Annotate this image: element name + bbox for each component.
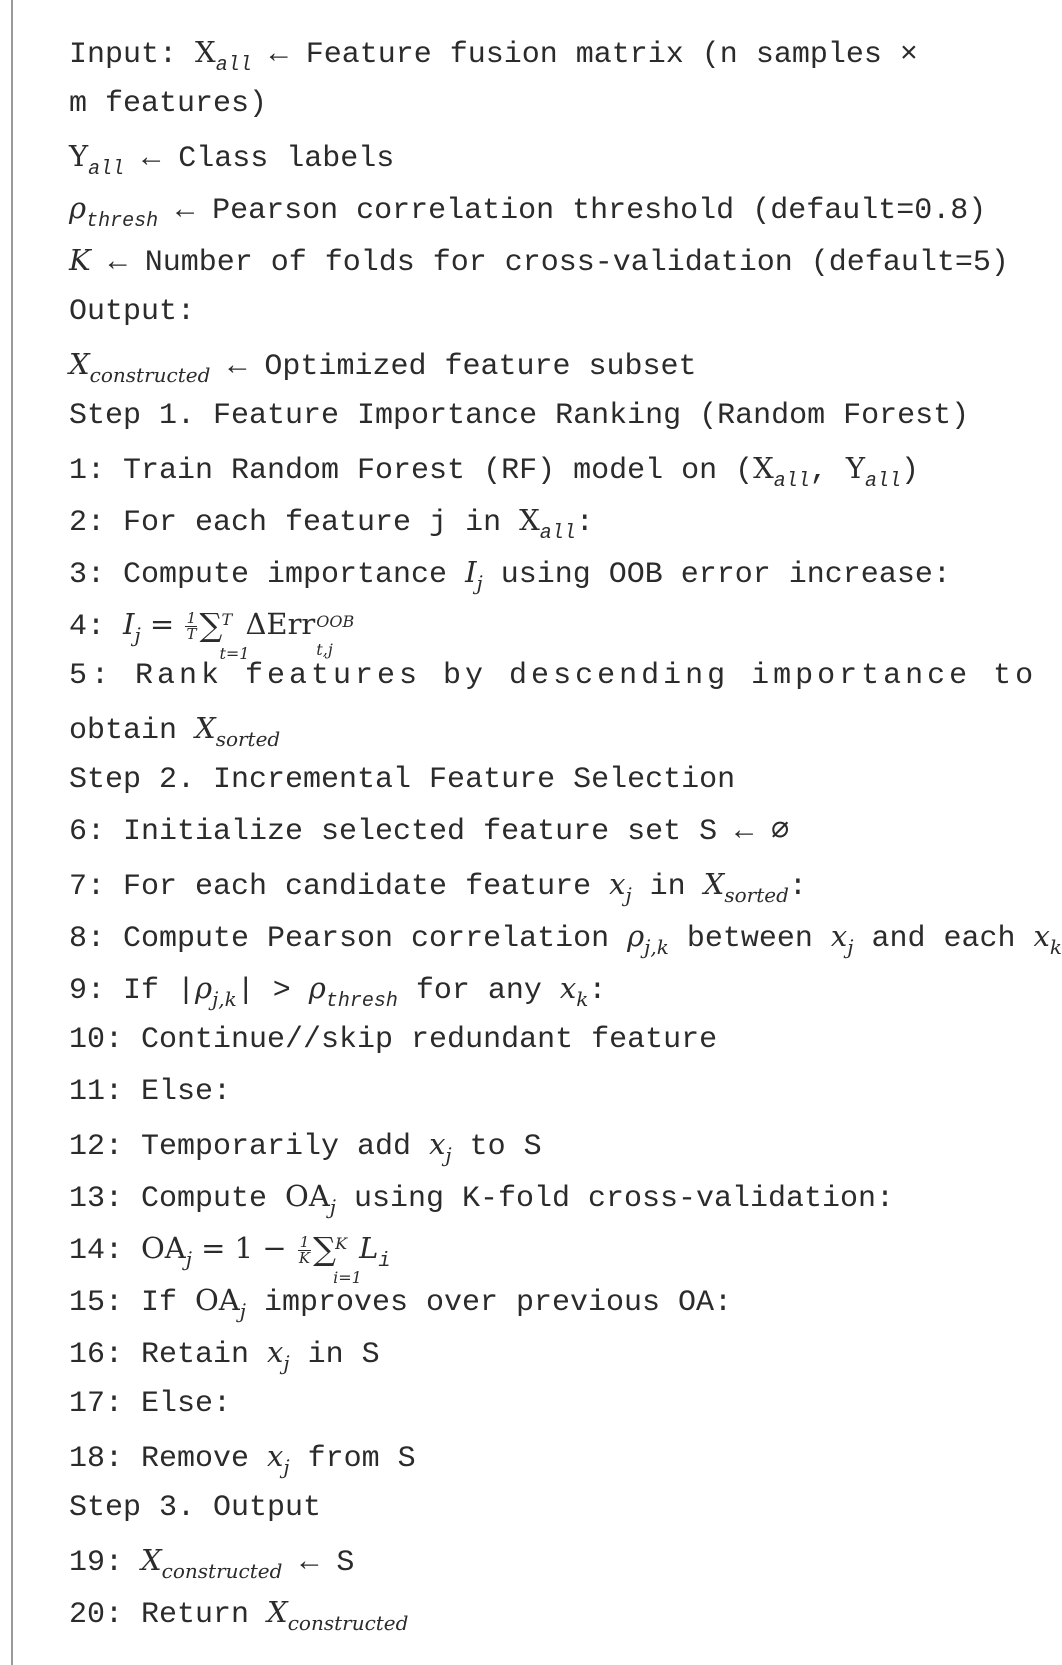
- x-symbol: X: [753, 451, 774, 485]
- sum-lower: t=1: [219, 644, 250, 664]
- sub-constructed: constructed: [287, 1611, 409, 1635]
- comma: ,: [809, 454, 846, 488]
- line-2-text: 2: For each feature j in: [69, 506, 520, 540]
- x-symbol: X: [195, 711, 216, 745]
- line-6: [69, 806, 1014, 858]
- x-symbol: X: [141, 1543, 162, 1577]
- line-7-text-a: 7: For each candidate feature: [69, 870, 610, 904]
- line-18-text-b: from S: [289, 1442, 416, 1476]
- colon: :: [588, 974, 607, 1008]
- frac-den: T: [186, 624, 197, 643]
- l-symbol: L: [359, 1231, 379, 1265]
- line-12-text-b: to S: [451, 1130, 542, 1164]
- input-line: [69, 26, 1014, 78]
- rho-symbol: ρ: [627, 919, 645, 953]
- input-label: Input:: [69, 38, 178, 72]
- line-20-text: 20: Return: [69, 1598, 268, 1632]
- line-3: [69, 546, 1014, 598]
- sub-j: j: [445, 1143, 452, 1167]
- line-3-text-b: using OOB error increase:: [482, 558, 951, 592]
- sum-lower: i=1: [333, 1268, 362, 1288]
- y-symbol: Y: [845, 451, 865, 485]
- frac-num: 1: [186, 608, 197, 627]
- line-14-number: 14:: [69, 1234, 142, 1268]
- sub-j: j: [283, 1351, 290, 1375]
- step3-heading: [69, 1482, 1014, 1534]
- line-18: [69, 1430, 1014, 1482]
- one-minus: = 1 −: [191, 1231, 296, 1265]
- sub-j: j: [329, 1195, 336, 1219]
- sub-j: j: [625, 883, 632, 907]
- line-10-text: 10: Continue//skip redundant feature: [69, 1023, 718, 1057]
- fraction-1-over-K: [298, 1232, 311, 1267]
- i-symbol: I: [123, 607, 135, 641]
- line-16: [69, 1326, 1014, 1378]
- line-4-formula: [69, 598, 1014, 664]
- equals: =: [140, 607, 184, 641]
- line-3-text-a: 3: Compute importance: [69, 558, 466, 592]
- sum-upper: K: [335, 1234, 348, 1254]
- step1-text: Step 1. Feature Importance Ranking (Random Forest): [69, 399, 970, 433]
- i-symbol: I: [465, 555, 477, 589]
- sub-all: all: [88, 158, 125, 181]
- line-5-text-b: obtain: [69, 714, 196, 748]
- line-12: [69, 1118, 1014, 1170]
- sum-upper: T: [221, 610, 233, 630]
- colon: :: [788, 870, 807, 904]
- y-desc: ← Class labels: [142, 142, 395, 176]
- step1-heading: [69, 390, 1014, 442]
- x-lower-symbol: x: [830, 919, 848, 953]
- line-1: [69, 442, 1014, 494]
- k-symbol: K: [69, 243, 91, 277]
- line-17-text: 17: Else:: [69, 1387, 232, 1421]
- colon: :: [575, 506, 594, 540]
- line-5-text: 5: Rank features by descending importance to: [69, 659, 1038, 693]
- input-desc-2: m features): [69, 87, 268, 121]
- x-lower-symbol: x: [429, 1127, 446, 1161]
- line-17: [69, 1378, 1014, 1430]
- delta-err: ΔErr: [245, 607, 316, 641]
- sub-jk: j,k: [644, 935, 669, 959]
- line-8: [69, 910, 1062, 962]
- line-2: [69, 494, 1014, 546]
- input-desc: ← Feature fusion matrix (n samples ×: [269, 38, 918, 72]
- line-15: [69, 1274, 1014, 1326]
- sub-j: j: [134, 623, 141, 647]
- line-5: [69, 650, 1038, 702]
- rho-symbol: ρ: [69, 191, 87, 225]
- line-15-text-a: 15: If: [69, 1286, 196, 1320]
- sub-sorted: sorted: [215, 727, 281, 751]
- oa-symbol: OA: [141, 1231, 186, 1265]
- output-line: [69, 286, 1014, 338]
- y-line: [69, 130, 1014, 182]
- output-def-line: [69, 338, 1014, 390]
- rho-desc: ← Pearson correlation threshold (default=0.8): [176, 194, 987, 228]
- rho-line: [69, 182, 1014, 234]
- line-12-text-a: 12: Temporarily add: [69, 1130, 430, 1164]
- line-11: [69, 1066, 1014, 1118]
- x-lower-symbol: x: [267, 1335, 284, 1369]
- sub-all: all: [215, 54, 252, 77]
- line-16-text-a: 16: Retain: [69, 1338, 268, 1372]
- sub-k: k: [576, 987, 589, 1011]
- sigma-glyph: ∑: [313, 1230, 336, 1269]
- sub-constructed: constructed: [161, 1559, 283, 1583]
- line-1-text: 1: Train Random Forest (RF) model on (: [69, 454, 754, 488]
- oa-symbol: OA: [285, 1179, 330, 1213]
- line-15-text-b: improves over previous OA:: [245, 1286, 733, 1320]
- sub-all: all: [773, 470, 810, 493]
- sub-j: j: [847, 935, 854, 959]
- x-lower-symbol: x: [609, 867, 626, 901]
- step2-heading: [69, 754, 1014, 806]
- oa-symbol: OA: [195, 1283, 240, 1317]
- close-paren: ): [900, 454, 919, 488]
- line-7: [69, 858, 1014, 910]
- fraction-1-over-T: [185, 608, 197, 643]
- input-line-2: [69, 78, 1014, 130]
- x-lower-symbol: x: [559, 971, 577, 1005]
- x-lower-symbol: x: [267, 1439, 284, 1473]
- sub-sorted: sorted: [724, 883, 789, 907]
- x-symbol: X: [267, 1595, 288, 1629]
- line-20: [69, 1586, 1014, 1638]
- line-13: [69, 1170, 1014, 1222]
- sub-all: all: [539, 522, 576, 545]
- sub-thresh: thresh: [86, 210, 159, 233]
- rho-symbol: ρ: [308, 971, 326, 1005]
- line-14-formula: [69, 1222, 1014, 1288]
- step2-text: Step 2. Incremental Feature Selection: [69, 763, 736, 797]
- sub-jk: j,k: [212, 987, 237, 1011]
- sub-j: j: [283, 1455, 290, 1479]
- line-18-text-a: 18: Remove: [69, 1442, 268, 1476]
- sub-constructed: constructed: [89, 363, 211, 387]
- sum-operator: [199, 606, 250, 664]
- sigma-glyph: ∑: [199, 606, 223, 645]
- y-symbol: Y: [69, 139, 89, 173]
- rho-symbol: ρ: [195, 971, 213, 1005]
- output-label: Output:: [69, 295, 196, 329]
- sum-operator: [313, 1230, 362, 1288]
- line-13-text-a: 13: Compute: [69, 1182, 286, 1216]
- line-8-text-b: between: [668, 922, 831, 956]
- x-symbol: X: [703, 867, 725, 901]
- sub-all: all: [864, 470, 901, 493]
- x-symbol: X: [195, 35, 216, 69]
- x-symbol: X: [519, 503, 540, 537]
- line-11-text: 11: Else:: [69, 1075, 232, 1109]
- line-19-text: ← S: [282, 1546, 355, 1580]
- line-9-text-c: for any: [397, 974, 560, 1008]
- output-desc: ← Optimized feature subset: [228, 350, 697, 384]
- k-desc: ← Number of folds for cross-validation (default=5): [108, 246, 1009, 280]
- line-8-text-a: 8: Compute Pearson correlation: [69, 922, 628, 956]
- line-8-text-c: and each: [853, 922, 1034, 956]
- line-13-text-b: using K-fold cross-validation:: [335, 1182, 895, 1216]
- sub-tj: t,j: [316, 640, 333, 660]
- frac-den: K: [298, 1248, 311, 1267]
- err-scripts: [315, 606, 357, 660]
- line-9-text-a: 9: If |: [69, 974, 196, 1008]
- line-10: [69, 1014, 1014, 1066]
- sub-i: i: [378, 1250, 391, 1273]
- x-lower-symbol: x: [1033, 919, 1050, 953]
- line-9: [69, 962, 1014, 1014]
- line-19: [69, 1534, 1014, 1586]
- sub-k: k: [1049, 935, 1062, 959]
- line-5-cont: [69, 702, 1014, 754]
- algorithm-block: [69, 26, 1062, 1638]
- k-line: [69, 234, 1014, 286]
- line-16-text-b: in S: [289, 1338, 380, 1372]
- line-6-text: 6: Initialize selected feature set S ← ∅: [69, 815, 790, 849]
- left-rule: [11, 0, 13, 1665]
- sub-j: j: [239, 1299, 246, 1323]
- sub-j: j: [185, 1247, 192, 1271]
- frac-num: 1: [299, 1232, 310, 1251]
- line-4-number: 4:: [69, 610, 124, 644]
- step3-text: Step 3. Output: [69, 1491, 322, 1525]
- line-9-text-b: | >: [236, 974, 309, 1008]
- sub-j: j: [476, 571, 483, 595]
- line-19-number: 19:: [69, 1546, 142, 1580]
- x-symbol: X: [69, 347, 90, 381]
- line-7-text-b: in: [631, 870, 704, 904]
- sup-oob: OOB: [316, 612, 355, 632]
- sub-thresh: thresh: [325, 990, 398, 1013]
